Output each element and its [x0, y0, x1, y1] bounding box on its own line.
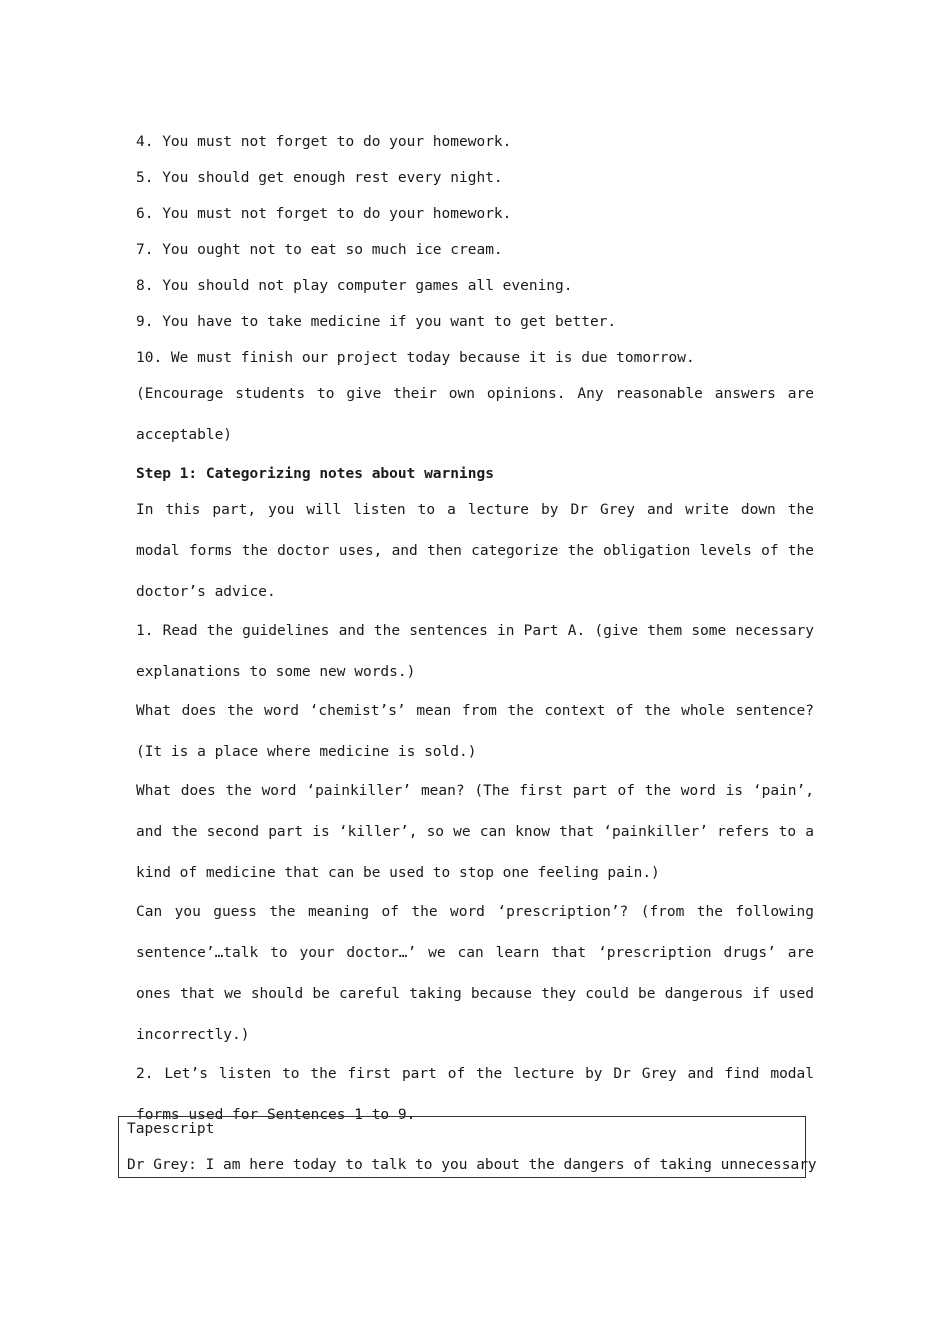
- tapescript-box: [118, 1116, 817, 1178]
- teacher-note: (Encourage students to give their own opinions. Any reasonable answers are acceptable): [136, 386, 814, 443]
- tapescript-first-line: Dr Grey: I am here today to talk to you about the dangers of taking unnecessary: [127, 1157, 817, 1173]
- list-item-9: 9. You have to take medicine if you want to get better.: [136, 314, 617, 330]
- question-painkiller: What does the word ‘painkiller’ mean? (The first part of the word is ‘pain’, and the second part is ‘killer’, so we can know that ‘painkiller’ refers to a kind of medicine that can be used to stop one feeling pain.): [136, 783, 814, 881]
- step1-item-2: 2. Let’s listen to the first part of the lecture by Dr Grey and find modal forms used for Sentences 1 to 9.: [136, 1066, 814, 1123]
- question-prescription: Can you guess the meaning of the word ‘prescription’? (from the following sentence’…talk to your doctor…’ we can learn that ‘prescription drugs’ are ones that we should be careful taking because they could be dangerous if used incorrectly.): [136, 904, 814, 1043]
- step1-intro: In this part, you will listen to a lecture by Dr Grey and write down the modal forms the doctor uses, and then categorize the obligation levels of the doctor’s advice.: [136, 502, 814, 600]
- list-item-7: 7. You ought not to eat so much ice cream.: [136, 242, 503, 258]
- list-item-6: 6. You must not forget to do your homework.: [136, 206, 512, 222]
- list-item-5: 5. You should get enough rest every night.: [136, 170, 503, 186]
- step1-item-1: 1. Read the guidelines and the sentences in Part A. (give them some necessary explanations to some new words.): [136, 623, 814, 680]
- list-item-4: 4. You must not forget to do your homework.: [136, 134, 512, 150]
- document-body: [136, 124, 814, 1136]
- list-item-8: 8. You should not play computer games all evening.: [136, 278, 573, 294]
- question-chemist: What does the word ‘chemist’s’ mean from the context of the whole sentence? (It is a place where medicine is sold.): [136, 703, 814, 760]
- step1-heading: Step 1: Categorizing notes about warnings: [136, 466, 494, 482]
- tapescript-title: Tapescript: [127, 1121, 215, 1137]
- list-item-10: 10. We must finish our project today because it is due tomorrow.: [136, 350, 695, 366]
